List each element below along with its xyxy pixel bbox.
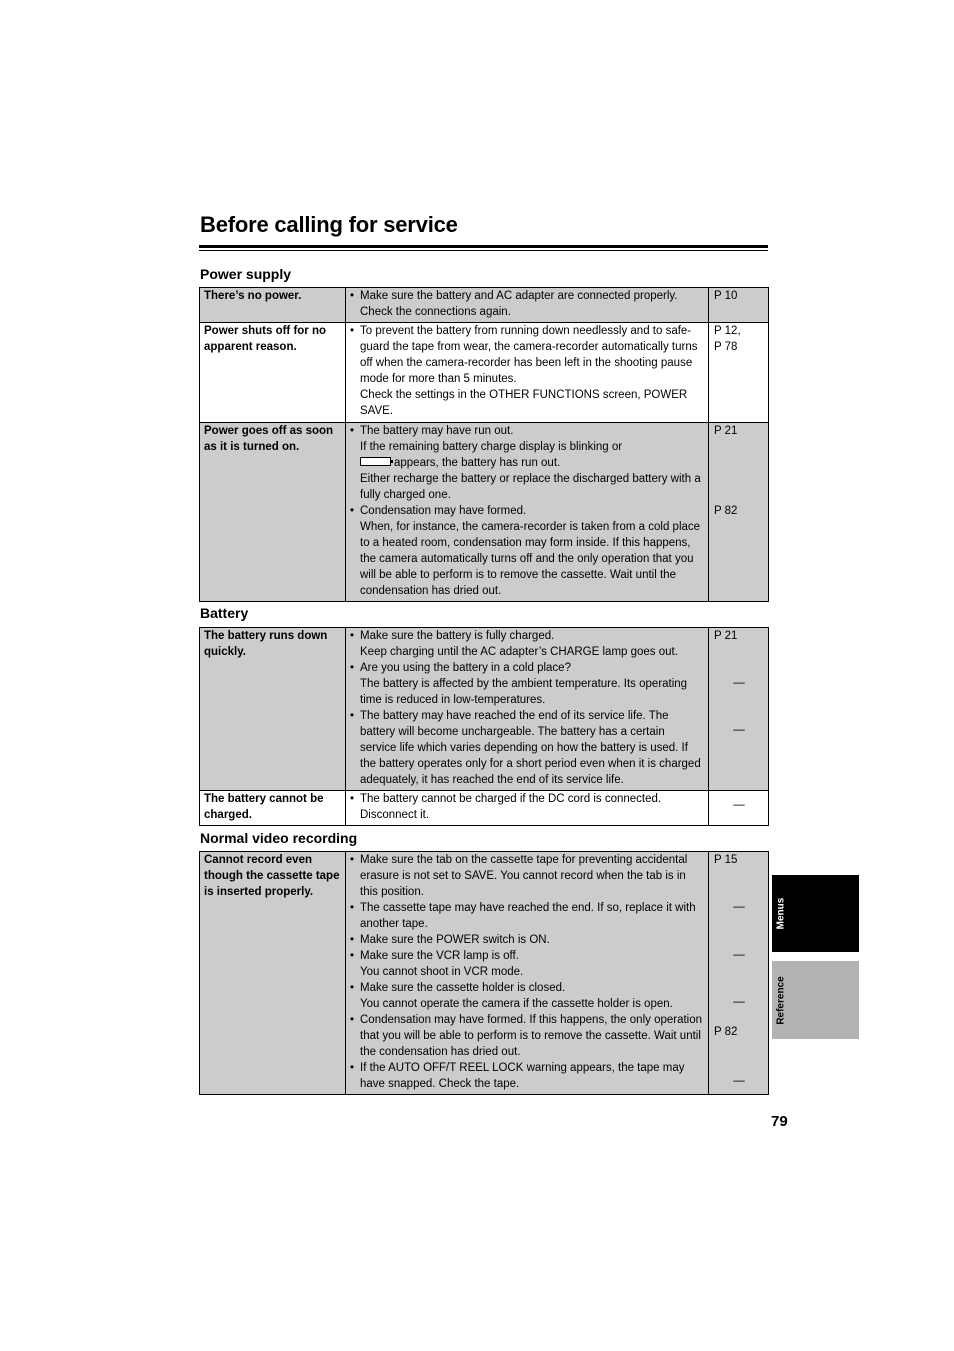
reference-cell: [709, 423, 769, 602]
bullet: •: [350, 1062, 355, 1074]
remedy-text: The cassette tape may have reached the end. If so, replace it with another tape.: [360, 902, 696, 930]
remedy-text: Make sure the tab on the cassette tape for preventing accidental erasure is not set to SAVE. You cannot record when the tab is in this position.: [360, 854, 688, 898]
remedy-text: Check the settings in the OTHER FUNCTIONS screen, POWER SAVE.: [360, 389, 688, 417]
page-reference: —: [733, 724, 745, 736]
bullet: •: [350, 630, 355, 642]
remedy-text: The battery may have reached the end of its service life. The battery will become unchargeable. The battery has a certain service life which varies depending on how the battery is used. If the battery operates only for a short period even when it is charged adequately, it has reached the end of its service life.: [360, 710, 701, 786]
remedy-item: [350, 948, 704, 980]
tab-reference-label: Reference: [775, 975, 787, 1025]
page-reference: P 10: [714, 290, 738, 302]
remedy-text: The battery is affected by the ambient temperature. Its operating time is reduced in low-temperatures.: [360, 678, 688, 706]
page-reference: —: [733, 799, 745, 811]
remedy-cell: [346, 852, 709, 1095]
tab-menus-label-wrap: [772, 875, 790, 952]
bullet: •: [350, 793, 355, 805]
page-reference: P 82: [714, 1026, 738, 1038]
remedy-text: Either recharge the battery or replace the discharged battery with a fully charged one.: [360, 473, 701, 501]
remedy-text: Disconnect it.: [360, 809, 430, 821]
table-row: [200, 852, 769, 1095]
page-reference: —: [733, 677, 745, 689]
remedy-item: [350, 791, 704, 823]
remedy-cell: [346, 628, 709, 791]
remedy-item: [350, 660, 704, 708]
problem-cell: Cannot record even though the cassette tape is inserted properly.: [200, 852, 346, 1095]
remedy-text: Condensation may have formed.: [360, 505, 527, 517]
page-reference: P 15: [714, 854, 738, 866]
bullet: •: [350, 710, 355, 722]
title-rule-thin: [199, 250, 768, 251]
remedy-item: [350, 628, 704, 660]
remedy-text: The battery cannot be charged if the DC cord is connected.: [360, 793, 662, 805]
problem-cell: Power shuts off for no apparent reason.: [200, 323, 346, 423]
battery-table: [199, 627, 769, 826]
normal-video-recording-table: [199, 851, 769, 1095]
page-reference: P 78: [714, 341, 738, 353]
bullet: •: [350, 505, 355, 517]
bullet: •: [350, 902, 355, 914]
remedy-item: [350, 323, 704, 419]
remedy-text: To prevent the battery from running down needlessly and to safe-guard the tape from wear, the camera-recorder automatically turns off when the camera-recorder has been left in the shooting pause mode for more than 5 minutes.: [360, 325, 698, 385]
remedy-item: [350, 423, 704, 503]
page-title: Before calling for service: [200, 212, 458, 237]
bullet: •: [350, 290, 355, 302]
remedy-text: Keep charging until the AC adapter’s CHARGE lamp goes out.: [360, 646, 678, 658]
remedy-cell: [346, 423, 709, 602]
battery-empty-icon: [360, 457, 391, 466]
bullet: •: [350, 982, 355, 994]
tab-menus-label: Menus: [775, 897, 787, 930]
table-row: [200, 288, 769, 323]
remedy-item: [350, 852, 704, 900]
remedy-item: [350, 1060, 704, 1092]
bullet: •: [350, 950, 355, 962]
page-reference: —: [733, 901, 745, 913]
remedy-text: You cannot operate the camera if the cassette holder is open.: [360, 998, 673, 1010]
page-reference: P 21: [714, 630, 738, 642]
tab-menus[interactable]: [772, 875, 859, 952]
reference-cell: [709, 852, 769, 1095]
reference-cell: [709, 323, 769, 423]
reference-cell: [709, 628, 769, 791]
page-reference: —: [733, 996, 745, 1008]
table-row: [200, 323, 769, 423]
remedy-text-inline: appears, the battery has run out.: [394, 457, 561, 469]
remedy-text: If the remaining battery charge display is blinking or: [360, 441, 623, 453]
reference-cell: [709, 791, 769, 826]
remedy-text: Condensation may have formed. If this happens, the only operation that you will be able to perform is to remove the cassette. Wait until the condensation has dried out.: [360, 1014, 703, 1058]
tab-reference-label-wrap: [772, 961, 790, 1039]
remedy-text: Make sure the VCR lamp is off.: [360, 950, 519, 962]
remedy-item: [350, 932, 704, 948]
remedy-cell: [346, 323, 709, 423]
bullet: •: [350, 662, 355, 674]
page-reference: —: [733, 949, 745, 961]
remedy-cell: [346, 288, 709, 323]
problem-cell: The battery cannot be charged.: [200, 791, 346, 826]
page-reference: P 21: [714, 425, 738, 437]
bullet: •: [350, 854, 355, 866]
remedy-item: [350, 900, 704, 932]
page-reference: P 12,: [714, 325, 741, 337]
page-reference: P 82: [714, 505, 738, 517]
remedy-text: Check the connections again.: [360, 306, 511, 318]
page-number: 79: [771, 1113, 788, 1130]
title-rule: [199, 245, 768, 248]
page-reference: —: [733, 1075, 745, 1087]
remedy-item: [350, 1012, 704, 1060]
remedy-item: [350, 503, 704, 599]
bullet: •: [350, 325, 355, 337]
power-supply-table: [199, 287, 769, 602]
table-row: [200, 423, 769, 602]
reference-cell: [709, 288, 769, 323]
bullet: •: [350, 425, 355, 437]
table-row: [200, 791, 769, 826]
remedy-item: [350, 980, 704, 1012]
remedy-text: Make sure the battery and AC adapter are connected properly.: [360, 290, 678, 302]
remedy-text: When, for instance, the camera-recorder is taken from a cold place to a heated room, condensation may form inside. If this happens, the camera automatically turns off and the only operation that you will be able to perform is to remove the cassette. Wait until the condensation has dried out.: [360, 521, 701, 597]
section-heading-battery: Battery: [200, 605, 249, 621]
remedy-cell: [346, 791, 709, 826]
remedy-text: [360, 455, 704, 471]
bullet: •: [350, 934, 355, 946]
table-row: [200, 628, 769, 791]
problem-cell: The battery runs down quickly.: [200, 628, 346, 791]
remedy-text: Make sure the battery is fully charged.: [360, 630, 555, 642]
section-heading-power-supply: Power supply: [200, 266, 292, 282]
remedy-item: [350, 708, 704, 788]
problem-cell: There’s no power.: [200, 288, 346, 323]
remedy-text: Make sure the POWER switch is ON.: [360, 934, 550, 946]
remedy-item: [350, 288, 704, 320]
bullet: •: [350, 1014, 355, 1026]
remedy-text: Are you using the battery in a cold place?: [360, 662, 571, 674]
remedy-text: Make sure the cassette holder is closed.: [360, 982, 566, 994]
remedy-text: The battery may have run out.: [360, 425, 514, 437]
section-heading-normal-video-recording: Normal video recording: [200, 830, 358, 846]
remedy-text: You cannot shoot in VCR mode.: [360, 966, 524, 978]
remedy-text: If the AUTO OFF/T REEL LOCK warning appears, the tape may have snapped. Check the tape.: [360, 1062, 685, 1090]
tab-reference[interactable]: [772, 961, 859, 1039]
problem-cell: Power goes off as soon as it is turned on.: [200, 423, 346, 602]
